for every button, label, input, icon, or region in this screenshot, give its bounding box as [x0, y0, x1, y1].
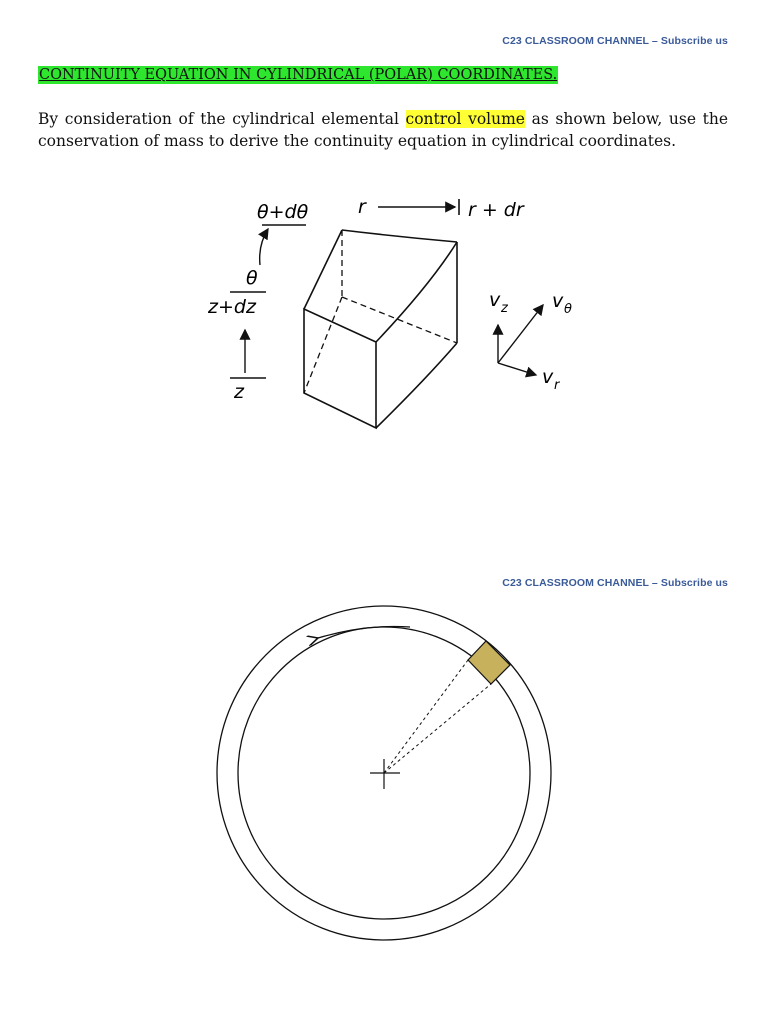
- vr-label: v: [542, 366, 554, 388]
- page-title: CONTINUITY EQUATION IN CYLINDRICAL (POLAR) COORDINATES.: [39, 67, 558, 83]
- radius-line-2: [384, 684, 491, 773]
- fluid-element: [468, 641, 510, 684]
- theta-label: θ: [246, 267, 258, 289]
- control-volume-diagram: [200, 185, 590, 445]
- paragraph-text-end: as shown below, use the conservation of mass to derive the continuity equation in cylindrical coordinates.: [38, 110, 728, 150]
- vr-axis: [498, 363, 536, 375]
- z-dz-label: z+dz: [208, 296, 256, 318]
- annulus-diagram: [200, 600, 560, 950]
- vtheta-subscript: θ: [564, 302, 572, 317]
- channel-header: C23 CLASSROOM CHANNEL – Subscribe us: [502, 35, 728, 47]
- bottom-right-curved-edge: [376, 343, 457, 428]
- theta-dtheta-label: θ+dθ: [257, 201, 309, 223]
- paragraph-text-start: By consideration of the cylindrical elemental: [38, 110, 406, 128]
- vtheta-label: v: [552, 290, 564, 312]
- radius-line-1: [384, 660, 468, 773]
- r-label: r: [358, 196, 366, 218]
- hidden-bottom-edge: [342, 297, 457, 343]
- theta-arrow: [260, 229, 268, 265]
- vz-label: v: [489, 289, 501, 311]
- channel-header-2: C23 CLASSROOM CHANNEL – Subscribe us: [502, 577, 728, 589]
- vr-subscript: r: [554, 378, 560, 393]
- intro-paragraph: [38, 108, 728, 152]
- z-label: z: [234, 381, 244, 403]
- highlighted-term: control volume: [405, 110, 525, 128]
- front-face: [304, 309, 376, 428]
- r-dr-label: r + dr: [468, 199, 524, 221]
- top-back-curved-edge: [342, 230, 457, 242]
- vz-subscript: z: [501, 301, 508, 316]
- top-left-edge: [304, 230, 342, 309]
